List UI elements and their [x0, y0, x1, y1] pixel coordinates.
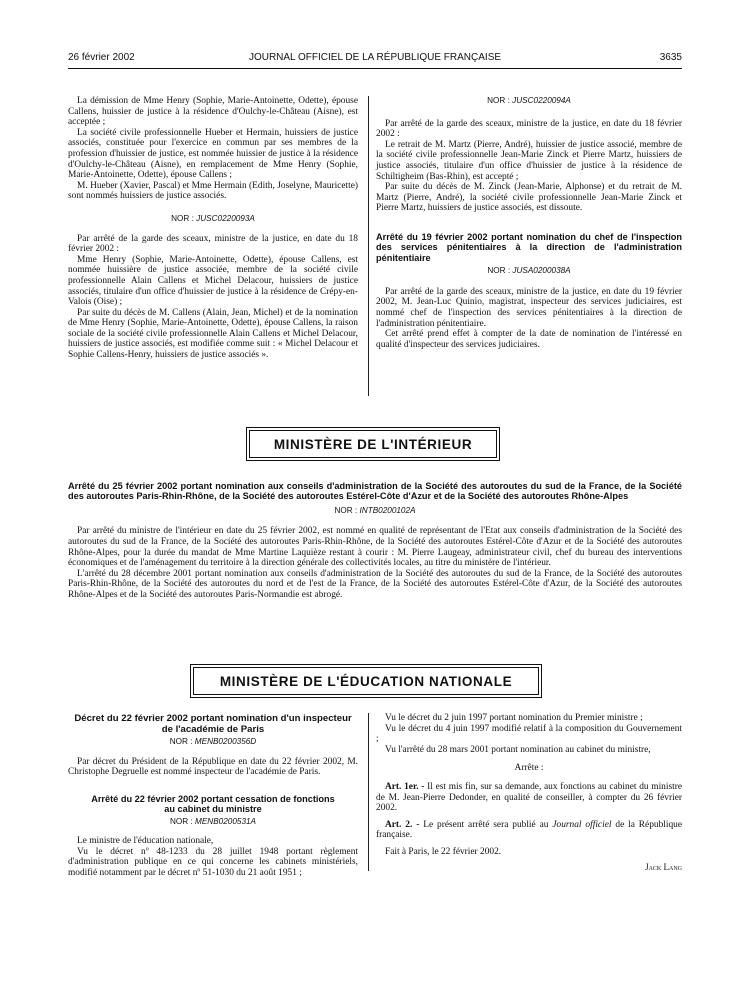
nor-reference: NOR : JUSC0220094A — [487, 96, 571, 105]
nor-code: INTB0200102A — [359, 505, 416, 515]
paragraph: Vu le décret du 2 juin 1997 portant nomination du Premier ministre ; — [385, 713, 643, 723]
done-at-line: Fait à Paris, le 22 février 2002. — [385, 846, 502, 857]
nor-reference: NOR : MENB0200531A — [169, 816, 257, 826]
section-heading: Arrêté du 25 février 2002 portant nomination aux conseils d'administration de la Société des autoroutes du sud de la France, de la Société des autoroutes Paris-Rhin-Rhône, de la Société des autoroutes Estérel-Côte d'Azur et de la Société des autoroutes Rhône-Alpes — [68, 481, 682, 502]
paragraph: Par arrêté de la garde des sceaux, ministre de la justice, en date du 18 février 2002 : — [68, 233, 358, 255]
arrete-line: Arrête : — [514, 763, 544, 774]
paragraph: Par décret du Président de la République en date du 22 février 2002, M. Christophe Degruelle est nommé inspecteur de l'académie de Paris. — [68, 756, 358, 778]
paragraph: Vu l'arrêté du 28 mars 2001 portant nomination au cabinet du ministre, — [385, 744, 651, 755]
edu-right-column — [376, 713, 682, 872]
top-left-column — [68, 96, 358, 361]
section-heading: Arrêté du 22 février 2002 portant cessation de fonctions au cabinet du ministre — [91, 793, 335, 815]
header-rule — [68, 68, 682, 69]
paragraph: Cet arrêté prend effet à compter de la date de nomination de l'intéressé en qualité d'inspecteur des services judiciaires. — [376, 329, 682, 350]
article-label: Art. 2. - — [385, 819, 420, 830]
nor-reference: NOR : JUSC0220093A — [171, 213, 255, 223]
paragraph: La société civile professionnelle Hueber et Hermain, huissiers de justice associés, constituée pour l'exercice en commun par ses membres de la profession d'huissier de justice, est nommée huissier de justice à la résidence d'Oulchy-le-Château (Aisne), en remplacement de Mme Henry (Sophie, Marie-Antoinette, Odette), épouse Callens ; — [68, 127, 358, 181]
section-heading: Décret du 22 février 2002 portant nomination d'un inspecteur de l'académie de Paris — [74, 713, 352, 735]
paragraph: M. Hueber (Xavier, Pascal) et Mme Hermain (Edith, Joselyne, Mauricette) sont nommés huissiers de justice associés. — [68, 180, 358, 202]
paragraph: Le retrait de M. Martz (Pierre, André), huissier de justice associé, membre de la société civile professionnelle Jean-Marie Zinck et Pierre Martz, huissiers de justice associés, titulaire d'un office d'huissier de justice à la résidence de Schiltigheim (Bas-Rhin), est accepté ; — [376, 139, 682, 182]
paragraph: L'arrêté du 28 décembre 2001 portant nomination aux conseils d'administration de la Société des autoroutes du sud de la France, de la Société des autoroutes Paris-Rhin-Rhône, de la Société des autoroutes du nord et de l'est de la France, de la Société des autoroutes Estérel-Côte d'Azur, de la Société des autoroutes Rhône-Alpes et de la Société des autoroutes Paris-Normandie est abrogé. — [68, 568, 682, 600]
running-header — [68, 52, 682, 66]
nor-reference: NOR : INTB0200102A — [334, 505, 416, 515]
paragraph: Vu le décret nº 48-1233 du 28 juillet 1948 portant règlement d'administration publique en ce qui concerne les cabinets ministériels, modifié notamment par le décret nº 51-1030 du 21 août 1951 ; — [68, 846, 358, 878]
ministry-interior-banner — [246, 427, 500, 461]
paragraph: Le ministre de l'éducation nationale, — [77, 836, 214, 847]
interior-section — [68, 481, 682, 601]
nor-code: JUSA0200038A — [512, 266, 571, 276]
nor-code: MENB0200531A — [195, 816, 257, 826]
paragraph: La démission de Mme Henry (Sophie, Marie-Antoinette, Odette), épouse Callens, huissier de justice à la résidence d'Oulchy-le-Château (Aisne), est acceptée ; — [68, 96, 358, 128]
nor-code: JUSC0220093A — [196, 213, 255, 223]
signature: Jack Lang — [645, 861, 682, 872]
section-heading: Arrêté du 19 février 2002 portant nomination du chef de l'inspection des services pénitentiaires à la direction de l'administration pénitentiaire — [376, 231, 682, 263]
column-divider — [368, 713, 369, 871]
header-page-number: 3635 — [659, 52, 682, 63]
article-label: Art. 1er. - — [385, 781, 425, 792]
paragraph: Par arrêté du ministre de l'intérieur en date du 25 février 2002, est nommé en qualité de représentant de l'Etat aux conseils d'administration de la Société des autoroutes du sud de la France, de la Société des autoroutes Paris-Rhin-Rhône, de la Société des autoroutes Estérel-Côte d'Azur et de la Société des autoroutes Rhône-Alpes, pour la durée du mandat de Mme Martine Laquièze restant à courir : M. Pierre Laugeay, administrateur civil, chef du bureau des interventions économiques et de l'aménagement du territoire à la direction générale des collectivités locales, au titre du ministère de l'intérieur. — [68, 526, 682, 569]
paragraph: Mme Henry (Sophie, Marie-Antoinette, Odette), épouse Callens, est nommée huissière de justice associée, membre de la société civile professionnelle Alain Callens et Michel Delacour, huissiers de justice associés, titulaire d'un office d'huissier de justice à la résidence de Crépy-en-Valois (Oise) ; — [68, 254, 358, 308]
ministry-interior-title: MINISTÈRE DE L'INTÉRIEUR — [249, 430, 497, 458]
top-right-column — [376, 96, 682, 350]
edu-left-column — [68, 713, 358, 879]
nor-reference: NOR : JUSA0200038A — [487, 266, 571, 276]
nor-reference: NOR : MENB0200356D — [169, 737, 257, 746]
ministry-education-title: MINISTÈRE DE L'ÉDUCATION NATIONALE — [193, 667, 539, 695]
column-divider — [368, 96, 369, 396]
nor-code: MENB0200356D — [194, 737, 257, 746]
article-1: Art. 1er. - Il est mis fin, sur sa demande, aux fonctions au cabinet du ministre de M. Jean-Pierre Dedonder, en qualité de conseiller, à compter du 26 février 2002. — [376, 781, 683, 814]
paragraph: Par suite du décès de M. Zinck (Jean-Marie, Alphonse) et du retrait de M. Martz (Pierre, André), la société civile professionnelle Jean-Marie Zinck et Pierre Martz, huissiers de justice associés, est dissoute. — [376, 182, 682, 214]
paragraph: Par arrêté de la garde des sceaux, ministre de la justice, en date du 19 février 2002, M. Jean-Luc Quinio, magistrat, inspecteur des services judiciaires, est nommé chef de l'inspection des services pénitentiaires à la direction de l'administration pénitentiaire. — [376, 286, 682, 329]
paragraph: Par arrêté de la garde des sceaux, ministre de la justice, en date du 18 février 2002 : — [376, 118, 682, 140]
article-2: Art. 2. - Le présent arrêté sera publié au Journal officiel de la République française. — [376, 819, 683, 841]
header-date: 26 février 2002 — [68, 52, 135, 63]
paragraph: Par suite du décès de M. Callens (Alain, Jean, Michel) et de la nomination de Mme Henry (Sophie, Marie-Antoinette, Odette), épouse Callens, la raison sociale de la société civile professionnelle Alain Callens et Michel Delacour, huissiers de justice associés, est modifiée comme suit : « Michel Delacour et Sophie Callens-Henry, huissiers de justice associés ». — [68, 307, 358, 361]
nor-code: JUSC0220094A — [512, 96, 571, 105]
ministry-education-banner — [190, 664, 542, 698]
header-journal-title: JOURNAL OFFICIEL DE LA RÉPUBLIQUE FRANÇAISE — [248, 52, 502, 63]
paragraph: Vu le décret du 4 juin 1997 modifié relatif à la composition du Gouvernement ; — [376, 723, 682, 745]
